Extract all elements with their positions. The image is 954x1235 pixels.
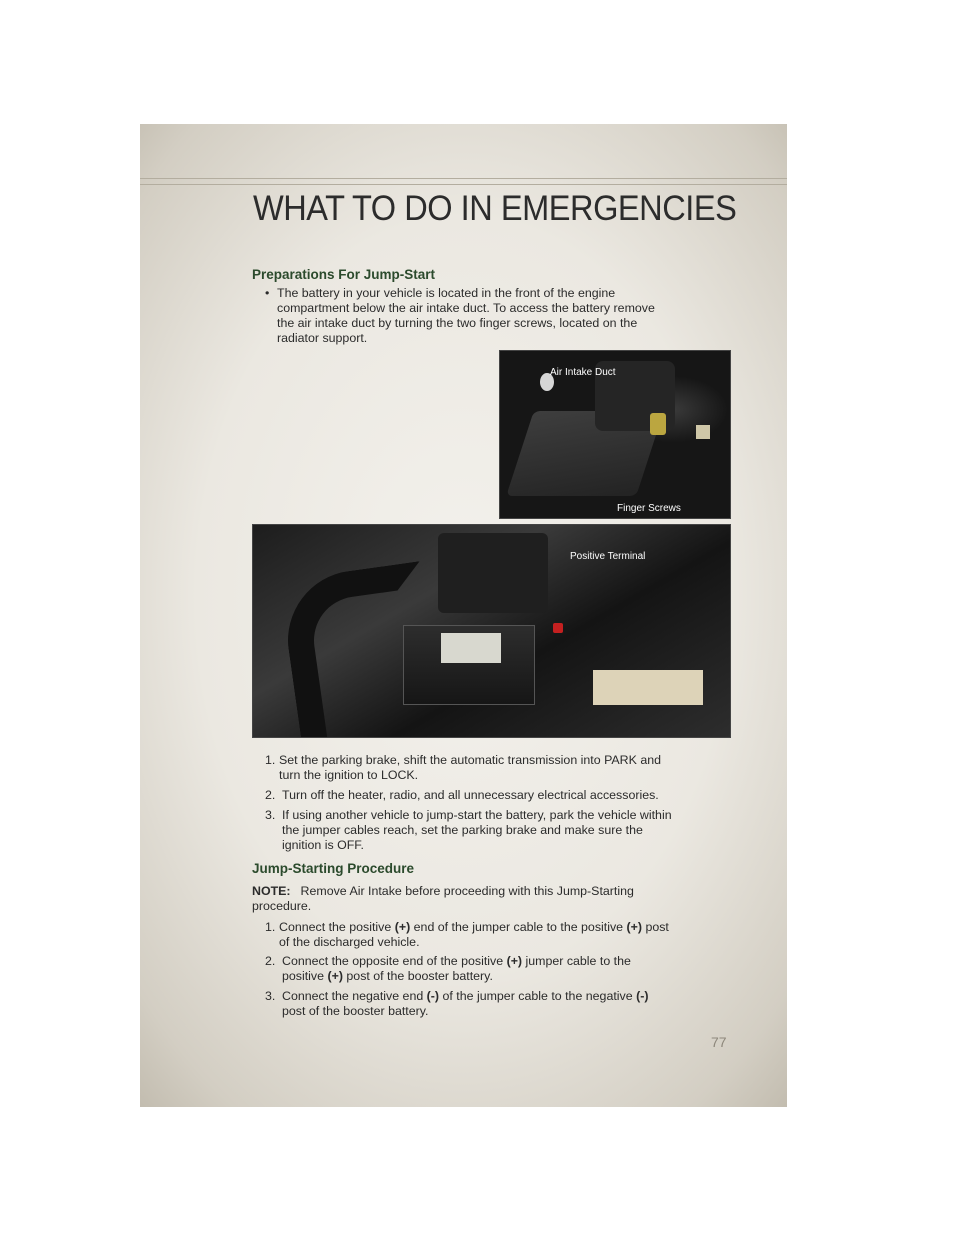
page-number: 77 — [711, 1034, 727, 1050]
note-label: NOTE: — [252, 884, 291, 898]
battery-label-shape — [441, 633, 501, 663]
step-text: Connect the positive — [279, 920, 395, 934]
header-rule-bottom — [140, 184, 787, 185]
step-line: post of the booster battery. — [282, 1004, 429, 1018]
section-heading-preparations: Preparations For Jump-Start — [252, 267, 436, 282]
step-text: Connect the negative end — [282, 989, 427, 1003]
photo-label-positive-terminal: Positive Terminal — [570, 551, 646, 562]
bullet-line: the air intake duct by turning the two finger screws, located on the — [277, 316, 638, 330]
bullet-line: radiator support. — [277, 331, 368, 345]
step-line: the jumper cables reach, set the parking brake and make sure the — [282, 823, 643, 837]
step-text: positive — [282, 969, 328, 983]
step-number: 1. — [265, 753, 276, 767]
step-text: post of the booster battery. — [342, 969, 493, 983]
step-text: post — [642, 920, 669, 934]
photo-label-air-intake-duct: Air Intake Duct — [550, 367, 616, 378]
bullet-item-battery-location — [265, 286, 725, 346]
step-item — [265, 954, 735, 984]
step-item — [265, 989, 735, 1019]
section-heading-jump-starting: Jump-Starting Procedure — [252, 861, 415, 876]
photo-air-intake-duct — [499, 350, 731, 519]
note-text: procedure. — [252, 899, 312, 913]
step-line: of the discharged vehicle. — [279, 935, 420, 949]
bullet-line: compartment below the air intake duct. To access the battery remove — [277, 301, 655, 315]
step-item — [265, 788, 735, 803]
polarity-negative: (-) — [426, 989, 440, 1003]
note-block — [252, 884, 732, 914]
polarity-positive: (+) — [506, 954, 523, 968]
polarity-positive: (+) — [327, 969, 343, 983]
step-item — [265, 753, 735, 783]
step-number: 3. — [265, 989, 276, 1003]
step-item — [265, 920, 735, 950]
airbox-shape — [438, 533, 548, 613]
step-line: Set the parking brake, shift the automatic transmission into PARK and — [279, 753, 662, 767]
sticker-shape — [696, 425, 710, 439]
bullet-line: The battery in your vehicle is located in the front of the engine — [277, 286, 616, 300]
step-text: Connect the opposite end of the positive — [282, 954, 507, 968]
photo-battery-positive-terminal — [252, 524, 731, 738]
header-rule-top — [140, 178, 787, 179]
note-text: Remove Air Intake before proceeding with this Jump-Starting — [300, 884, 634, 898]
photo-label-finger-screws: Finger Screws — [617, 503, 681, 514]
step-line: ignition is OFF. — [282, 838, 364, 852]
step-item — [265, 808, 735, 853]
step-text: end of the jumper cable to the positive — [410, 920, 627, 934]
step-number: 2. — [265, 954, 276, 968]
manual-page — [140, 124, 787, 1107]
warning-label-shape — [593, 670, 703, 705]
polarity-negative: (-) — [636, 989, 649, 1003]
bullet-icon: • — [265, 286, 270, 300]
connector-shape — [650, 413, 666, 435]
step-line: turn the ignition to LOCK. — [279, 768, 419, 782]
step-line: If using another vehicle to jump-start the battery, park the vehicle within — [282, 808, 672, 822]
step-number: 1. — [265, 920, 276, 934]
polarity-positive: (+) — [394, 920, 411, 934]
page-title: WHAT TO DO IN EMERGENCIES — [253, 189, 737, 228]
step-line: Turn off the heater, radio, and all unnecessary electrical accessories. — [282, 788, 659, 802]
positive-terminal-marker — [553, 623, 563, 633]
polarity-positive: (+) — [626, 920, 642, 934]
step-text: jumper cable to the — [522, 954, 631, 968]
step-text: of the jumper cable to the negative — [439, 989, 637, 1003]
step-number: 3. — [265, 808, 276, 822]
step-number: 2. — [265, 788, 276, 802]
